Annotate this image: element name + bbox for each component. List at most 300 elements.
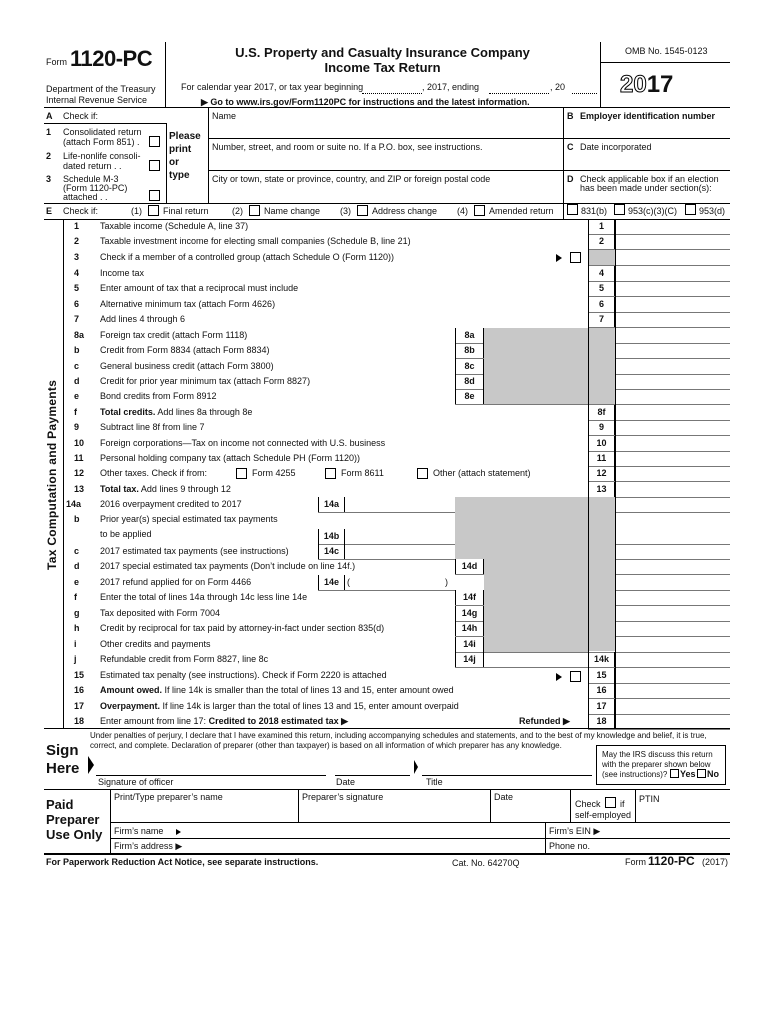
line-number-14g: g: [74, 608, 80, 618]
line14dj-right-shade: [484, 559, 588, 652]
amount-input-7[interactable]: [615, 312, 730, 327]
officer-title-field[interactable]: [422, 756, 592, 774]
amount-input-10[interactable]: [615, 436, 730, 451]
discuss-line2: with the preparer shown below: [602, 760, 711, 769]
line-label-text-14g: Tax deposited with Form 7004: [100, 608, 221, 618]
line-box-10: 10: [588, 436, 615, 451]
line-box-14g: 14g: [455, 606, 484, 621]
line-label-9: [100, 422, 205, 433]
line-box-13: 13: [588, 482, 615, 497]
catalog-number: Cat. No. 64270Q: [452, 858, 520, 868]
line-number-15: 15: [74, 670, 85, 680]
amended-return-label: Amended return: [489, 206, 554, 216]
tax-year-outline: 20: [620, 71, 647, 98]
line-number-16: 16: [74, 685, 85, 695]
form-2220-checkbox[interactable]: [570, 671, 581, 682]
schedule-m3-checkbox[interactable]: [149, 190, 160, 201]
form-title-line2: Income Tax Return: [324, 60, 441, 75]
phone-input[interactable]: [600, 839, 726, 853]
officer-date-field[interactable]: [335, 756, 410, 774]
line-label-14a: [100, 499, 242, 510]
officer-title-label: Title: [426, 777, 443, 787]
line-label-text-7: Add lines 4 through 6: [100, 314, 186, 324]
tax-year: [620, 72, 673, 98]
line-number-8d: d: [74, 376, 80, 386]
preparer-bottom-rule: [44, 853, 730, 855]
line-label-15: [100, 670, 387, 681]
line-label-14b: [100, 514, 278, 525]
line-label-14i: [100, 639, 211, 650]
line-box-8a: 8a: [455, 328, 484, 343]
line-label2-14b: to be applied: [100, 529, 152, 539]
line-label-4: [100, 268, 144, 279]
penalties-line2: correct, and complete. Declaration of preparer (other than taxpayer) is based on all information of which preparer has any knowledge.: [90, 741, 562, 750]
tax-year-begin-field[interactable]: [362, 93, 422, 94]
line-box-8e: 8e: [455, 389, 484, 404]
line15-arrow-icon: [556, 673, 562, 681]
preparer-title3: Use Only: [46, 827, 103, 842]
line-number-8f: f: [74, 407, 77, 417]
line-label-text-16: If line 14k is smaller than the total of lines 13 and 15, enter amount owed: [162, 685, 454, 695]
footer-form-number: 1120-PC: [648, 854, 695, 868]
section-b-label: B: [567, 111, 574, 121]
firm-address-label: Firm’s address ▶: [114, 841, 183, 851]
section-a-bottom-rule: [44, 203, 730, 204]
line12-checkbox-1[interactable]: [236, 468, 247, 479]
name-change-num: (2): [232, 206, 243, 216]
line-label-text-14c: 2017 estimated tax payments (see instructions): [100, 546, 289, 556]
paren-open-icon: (: [347, 577, 350, 587]
line-label-text-9: Subtract line 8f from line 7: [100, 422, 205, 432]
line-label-text-11: Personal holding company tax (attach Schedule PH (Form 1120)): [100, 453, 360, 463]
paren-close-icon: ): [445, 577, 448, 587]
amount-input-14c[interactable]: [345, 544, 455, 559]
section-a-item2-line1: Life-nonlife consoli-: [63, 151, 141, 161]
line14abc-right-shade: [455, 497, 588, 559]
address-change-num: (3): [340, 206, 351, 216]
amount-input-9[interactable]: [615, 420, 730, 435]
address-bottom-rule: [208, 170, 730, 171]
line-label-text-8e: Bond credits from Form 8912: [100, 391, 217, 401]
firm-name-input[interactable]: [186, 823, 541, 837]
sign-title1: Sign: [46, 742, 79, 759]
amount-input-14b[interactable]: [345, 529, 455, 544]
line-number-2: 2: [74, 236, 80, 246]
preparer-date-input[interactable]: [492, 804, 567, 822]
line-label-text-14d: 2017 special estimated tax payments (Don’t include on line 14f.): [100, 561, 356, 571]
line-number-14h: h: [74, 623, 80, 633]
line-box-9: 9: [588, 420, 615, 435]
line-number-1: 1: [74, 221, 80, 231]
amount-input-4[interactable]: [615, 266, 730, 281]
line-label-17: [100, 701, 459, 712]
line-label-1: [100, 221, 248, 232]
section-e-label: E: [46, 206, 53, 216]
form-title-line1: U.S. Property and Casualty Insurance Company: [235, 45, 530, 60]
line12-checkbox-3[interactable]: [417, 468, 428, 479]
sign-title2: Here: [46, 760, 80, 777]
line-label-text-14i: Other credits and payments: [100, 639, 211, 649]
line-number-13: 13: [74, 484, 85, 494]
dept-line2: Internal Revenue Service: [46, 95, 148, 105]
preparer-sig-rule: [298, 789, 299, 822]
line-label-8c: [100, 361, 274, 372]
line12-checkbox-2[interactable]: [325, 468, 336, 479]
line3-shade: [588, 250, 615, 265]
section-a-item2-line2: dated return . .: [63, 161, 122, 171]
line-label-bold-13: Total tax.: [100, 484, 139, 494]
line-label-14j: [100, 654, 268, 665]
officer-date-rule: [335, 775, 410, 776]
name-block-left-rule: [208, 107, 209, 203]
name-change-checkbox[interactable]: [249, 205, 260, 216]
line-label-text-8b: Credit from Form 8834 (attach Form 8834): [100, 345, 270, 355]
officer-date-label: Date: [336, 777, 356, 787]
amount-rule-14e: [318, 590, 455, 591]
amount-input-11[interactable]: [615, 451, 730, 466]
side-label-rule: [63, 219, 64, 728]
sign-top-rule: [44, 728, 730, 729]
section-a-item2-num: 2: [46, 151, 52, 161]
section-c-text: Date incorporated: [580, 142, 652, 152]
amended-return-num: (4): [457, 206, 468, 216]
line-box-8b: 8b: [455, 343, 484, 358]
line-label-16: [100, 685, 454, 696]
line-label-6: [100, 299, 275, 310]
line14-shade: [588, 497, 615, 651]
line-label-text-15: Estimated tax penalty (see instructions). Check if Form 2220 is attached: [100, 670, 387, 680]
name-label: Name: [212, 111, 237, 121]
line-label-line-2: [100, 252, 394, 263]
line-number-8c: c: [74, 361, 80, 371]
section-a-item1-num: 1: [46, 127, 52, 137]
date-incorporated-input[interactable]: [566, 153, 726, 167]
line-box-4: 4: [588, 266, 615, 281]
section-a-rule: [44, 123, 166, 124]
calendar-year-text: For calendar year 2017, or tax year beginning: [181, 82, 364, 92]
address-input[interactable]: [210, 153, 560, 167]
line-number-6: 6: [74, 299, 80, 309]
firm-name-label: Firm’s name: [114, 826, 164, 836]
line-label-text-14j: Refundable credit from Form 8827, line 8c: [100, 654, 269, 664]
signature-of-officer-label: Signature of officer: [98, 777, 174, 787]
amount-input-1[interactable]: [615, 219, 730, 234]
goto-instructions: ▶ Go to www.irs.gov/Form1120PC for instructions and the latest information.: [201, 97, 530, 107]
officer-title-rule: [422, 775, 592, 776]
preparer-date-label: Date: [494, 792, 514, 802]
line-number-14a: 14a: [66, 499, 82, 509]
amount-rule-18: [588, 729, 730, 730]
amount-input-14k[interactable]: [615, 652, 730, 667]
line-num-col-right: [615, 219, 616, 728]
line-label-text-4: Income tax: [100, 268, 145, 278]
line18-refunded-label: Refunded ▶: [519, 716, 570, 726]
line-number-9: 9: [74, 422, 80, 432]
type-word: type: [169, 170, 190, 181]
officer-signature-field[interactable]: [96, 756, 326, 774]
line-number-14d: d: [74, 561, 80, 571]
line-box-17: 17: [588, 699, 615, 714]
footer-form-year: (2017): [702, 857, 729, 867]
or-word: or: [169, 157, 179, 168]
line-label-bold-16: Amount owed.: [100, 685, 162, 695]
paperwork-notice: For Paperwork Reduction Act Notice, see separate instructions.: [46, 857, 319, 867]
amount-input-14a[interactable]: [345, 497, 455, 512]
amount-rule-8e: [455, 404, 588, 405]
amount-input-2[interactable]: [615, 234, 730, 249]
line-label-text-14f: Enter the total of lines 14a through 14c less line 14e: [100, 592, 308, 602]
line-number-14c: c: [74, 546, 80, 556]
line-box-12: 12: [588, 466, 615, 481]
line-box-5: 5: [588, 281, 615, 296]
line-label-text-6: Alternative minimum tax (attach Form 4626): [100, 299, 276, 309]
line-label-8f: [100, 407, 252, 418]
line-label-14h: [100, 623, 384, 634]
line-label-text-8d: Credit for prior year minimum tax (attach Form 8827): [100, 376, 311, 386]
line-number-12: 12: [74, 468, 85, 478]
line-number-11: 11: [74, 453, 84, 463]
line-number-7: 7: [74, 314, 80, 324]
line-label-8e: [100, 391, 217, 402]
amount-input-12[interactable]: [615, 466, 730, 481]
line-label-14g: [100, 608, 220, 619]
self-employed-check-label: Check: [575, 799, 601, 809]
amount-input-6[interactable]: [615, 297, 730, 312]
line-label-8b: [100, 345, 270, 356]
ending-suffix: , 20: [550, 82, 566, 92]
firm-name-arrow-icon: [176, 829, 181, 835]
amount-input-14e[interactable]: [345, 575, 455, 590]
line-box-7: 7: [588, 312, 615, 327]
line-number-14b: b: [74, 514, 80, 524]
line-number-14j: j: [74, 654, 77, 664]
amount-input-8f[interactable]: [615, 405, 730, 420]
preparer-check-rule: [570, 789, 571, 822]
line-label-text-8a: Foreign tax credit (attach Form 1118): [100, 330, 248, 340]
line-box-8f: 8f: [588, 405, 615, 420]
line-number-8b: b: [74, 345, 80, 355]
final-return-label: Final return: [163, 206, 209, 216]
tax-year-end-yy-field[interactable]: [572, 93, 597, 94]
election-953c3c-checkbox[interactable]: [614, 204, 625, 215]
consolidated-return-checkbox[interactable]: [149, 136, 160, 147]
line-box-15: 15: [588, 668, 615, 683]
section-a-item3-num: 3: [46, 174, 52, 184]
side-label-tax-computation: Tax Computation and Payments: [45, 379, 59, 570]
section-b-text: Employer identification number: [580, 111, 716, 121]
ein-input[interactable]: [566, 122, 726, 136]
header-bottom-rule: [44, 107, 730, 108]
name-change-label: Name change: [264, 206, 321, 216]
city-label: City or town, state or province, country, and ZIP or foreign postal code: [212, 174, 491, 184]
penalties-line1: Under penalties of perjury, I declare that I have examined this return, including accompanying schedules and statements, and to the best of my knowledge and belief, it is true,: [90, 731, 707, 740]
please-word: Please: [169, 131, 201, 142]
city-input[interactable]: [210, 186, 560, 200]
section-a-label: A: [46, 111, 53, 121]
line-box-14a: 14a: [318, 497, 345, 512]
print-word: print: [169, 144, 192, 155]
line-label-text-5: Enter amount of tax that a reciprocal must include: [100, 283, 299, 293]
line-label-text-12: Other taxes. Check if from:: [100, 468, 208, 478]
line-label-14d: [100, 561, 355, 572]
line-box-14k: 14k: [588, 652, 615, 667]
firm-ein-label: Firm’s EIN ▶: [549, 826, 601, 836]
firm-ein-input[interactable]: [606, 823, 726, 837]
preparer-name-label: Print/Type preparer’s name: [114, 792, 223, 802]
address-change-label: Address change: [372, 206, 438, 216]
line-number-10: 10: [74, 438, 85, 448]
self-employed-checkbox[interactable]: [605, 797, 616, 808]
tax-year-end-field[interactable]: [489, 93, 549, 94]
preparer-date-rule: [490, 789, 491, 822]
controlled-group-checkbox[interactable]: [570, 252, 581, 263]
line-label-5: [100, 283, 298, 294]
section-bcd-left-rule: [563, 107, 564, 203]
line-box-14j: 14j: [455, 652, 484, 667]
section-d-line1: Check applicable box if an election: [580, 174, 719, 184]
election-953c3c-label: 953(c)(3)(C): [628, 206, 678, 216]
line-box-14i: 14i: [455, 637, 484, 652]
amended-return-checkbox[interactable]: [474, 205, 485, 216]
section-a-item1-line2: (attach Form 851) .: [63, 137, 140, 147]
line-number-18: 18: [74, 716, 85, 726]
line-label-text-13: Add lines 9 through 12: [138, 484, 231, 494]
election-953d-checkbox[interactable]: [685, 204, 696, 215]
line-label-bold-8f: Total credits.: [100, 407, 156, 417]
section-a-item3-line2: (Form 1120-PC): [63, 183, 128, 193]
address-change-checkbox[interactable]: [357, 205, 368, 216]
preparer-title2: Preparer: [46, 812, 100, 827]
line-box-8d: 8d: [455, 374, 484, 389]
line-label-10: [100, 438, 385, 449]
line8-shade: [588, 328, 615, 404]
sub-col-8-left: [455, 328, 456, 404]
please-type-left-rule: [166, 123, 167, 203]
officer-signature-rule: [96, 775, 326, 776]
line-label-14f: [100, 592, 307, 603]
line-box-2: 2: [588, 234, 615, 249]
line-label-text-10: Foreign corporations—Tax on income not connected with U.S. business: [100, 438, 386, 448]
self-employed-label: self-employed: [575, 810, 632, 820]
line-box-14e: 14e: [318, 575, 345, 590]
line-box-1: 1: [588, 219, 615, 234]
section-a-check-if: Check if:: [63, 111, 99, 121]
line-box-14f: 14f: [455, 590, 484, 605]
line-box-14h: 14h: [455, 621, 484, 636]
form-number: 1120-PC: [70, 46, 153, 71]
election-831b-checkbox[interactable]: [567, 204, 578, 215]
ending-text: , 2017, ending: [422, 82, 480, 92]
preparer-name-input[interactable]: [112, 804, 297, 822]
line-number-17: 17: [74, 701, 85, 711]
section-c-label: C: [567, 142, 574, 152]
line-label-text-14b: Prior year(s) special estimated tax payments: [100, 514, 278, 524]
preparer-signature-field[interactable]: [300, 804, 485, 822]
line-num-col-left: [588, 219, 589, 728]
life-nonlife-checkbox[interactable]: [149, 160, 160, 171]
section-a-item3-line1: Schedule M-3: [63, 174, 119, 184]
amount-rule-14c: [318, 559, 455, 560]
section-e-election-rule: [563, 203, 564, 219]
line-number-4: 4: [74, 268, 80, 278]
line3-arrow-icon: [556, 254, 562, 262]
amount-input-18[interactable]: [615, 714, 730, 729]
phone-label: Phone no.: [549, 841, 591, 851]
ptin-input[interactable]: [637, 806, 727, 821]
amount-input-13[interactable]: [615, 482, 730, 497]
amount-rule-14a: [318, 512, 455, 513]
election-831b-label: 831(b): [581, 206, 608, 216]
section-d-label: D: [567, 174, 574, 184]
line-number-8a: 8a: [74, 330, 85, 340]
line-box-11: 11: [588, 451, 615, 466]
discuss-no-label: No: [707, 769, 719, 779]
line-label-13: [100, 484, 231, 495]
line-label-2: [100, 236, 411, 247]
name-input[interactable]: [210, 122, 560, 136]
section-a-item3-line3: attached . .: [63, 192, 108, 202]
line-box-14d: 14d: [455, 559, 484, 574]
preparer-left-rule: [110, 789, 111, 853]
discuss-yes-label: Yes: [680, 769, 696, 779]
form-prefix: Form: [46, 57, 67, 67]
sign-arrow-icon: [88, 756, 94, 774]
line-label-text-8f: Add lines 8a through 8e: [155, 407, 253, 417]
footer-form-prefix: Form: [625, 857, 646, 867]
line-number-14f: f: [74, 592, 77, 602]
credited-to-2018-input[interactable]: [360, 714, 510, 729]
discuss-line1: May the IRS discuss this return: [602, 750, 713, 759]
election-953d-label: 953(d): [699, 206, 726, 216]
section-d-line2: has been made under section(s):: [580, 183, 712, 193]
line-label-12: [100, 468, 207, 479]
line-label-text-2: Taxable investment income for electing small companies (Schedule B, line 21): [100, 236, 411, 246]
line-label-bold2-18: Credited to 2018 estimated tax ▶: [206, 716, 349, 726]
line-number-14i: i: [74, 639, 77, 649]
firm-address-input[interactable]: [186, 839, 541, 853]
discuss-line3: (see instructions)?: [602, 770, 668, 779]
line-label-8d: [100, 376, 310, 387]
amount-input-14j[interactable]: [484, 652, 588, 667]
amount-input-15[interactable]: [615, 668, 730, 683]
line-label-14c: [100, 546, 289, 557]
discuss-no-checkbox[interactable]: [697, 769, 706, 778]
line-label-text-14a: 2016 overpayment credited to 2017: [100, 499, 242, 509]
line-box-8c: 8c: [455, 359, 484, 374]
omb-underline: [600, 62, 730, 63]
line-box-18: 18: [588, 714, 615, 729]
amount-input-16[interactable]: [615, 683, 730, 698]
line-label-text-14h: Credit by reciprocal for tax paid by attorney-in-fact under section 835(d): [100, 623, 385, 633]
amount-input-17[interactable]: [615, 699, 730, 714]
line-number-5: 5: [74, 283, 80, 293]
line12-check-label-3: Other (attach statement): [433, 468, 531, 478]
final-return-checkbox[interactable]: [148, 205, 159, 216]
amount-rule-14j: [455, 667, 588, 668]
line-box-14b: 14b: [318, 529, 345, 544]
ptin-label: PTIN: [639, 794, 660, 804]
self-employed-if-label: if: [620, 799, 625, 809]
amount-input-5[interactable]: [615, 281, 730, 296]
line12-check-label-1: Form 4255: [252, 468, 296, 478]
dept-line1: Department of the Treasury: [46, 84, 156, 94]
omb-number: OMB No. 1545-0123: [625, 46, 708, 56]
discuss-yes-checkbox[interactable]: [670, 769, 679, 778]
line-number-8e: e: [74, 391, 80, 401]
final-return-num: (1): [131, 206, 142, 216]
line-label-18: [100, 716, 348, 727]
ptin-rule: [635, 789, 636, 822]
